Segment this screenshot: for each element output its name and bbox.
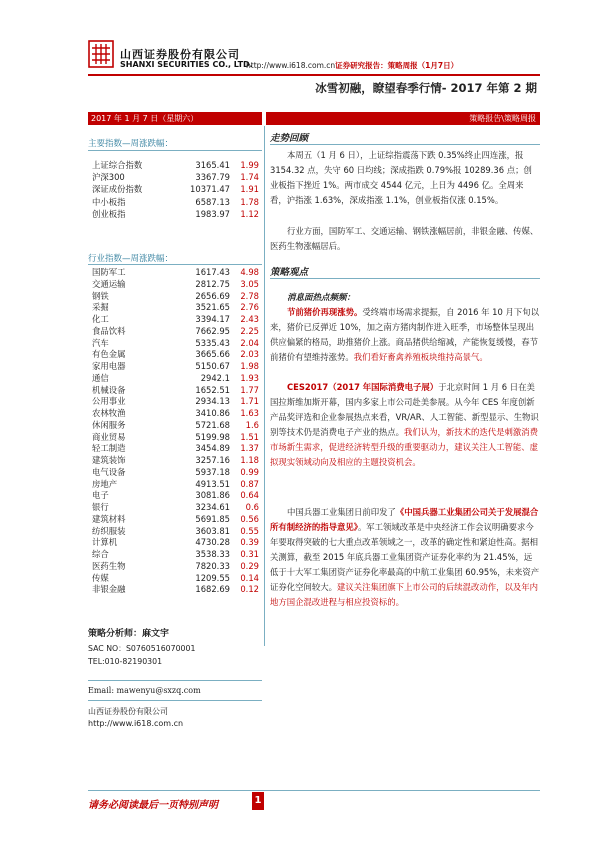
table-row xyxy=(88,573,262,585)
company-url-link[interactable]: http://www.i618.com.cn xyxy=(88,719,184,728)
military-tail: 建议关注集团旗下上市公司的后续混改动作，以及年内地方国企混改进程与相应投资标的。 xyxy=(270,582,538,607)
row-value: 5721.68 xyxy=(195,419,230,430)
row-change: 2.03 xyxy=(240,349,259,360)
table-row xyxy=(88,443,262,455)
row-value: 4730.28 xyxy=(195,537,230,548)
table-row xyxy=(88,537,262,549)
row-change: 1.71 xyxy=(240,396,259,407)
header-divider xyxy=(88,74,540,76)
row-value: 3665.66 xyxy=(195,349,230,360)
table-row xyxy=(88,314,262,326)
phone: TEL:010-82190301 xyxy=(88,657,163,666)
row-value: 3165.41 xyxy=(195,160,230,170)
row-change: 1.93 xyxy=(240,372,259,383)
row-name: 电气设备 xyxy=(92,466,126,477)
date-banner: 2017 年 1 月 7 日（星期六） xyxy=(88,112,262,125)
row-name: 深证成份指数 xyxy=(92,184,143,195)
table-row xyxy=(88,455,262,467)
row-name: 化工 xyxy=(92,314,109,324)
row-change: 1.37 xyxy=(240,443,259,454)
row-value: 1682.69 xyxy=(195,584,230,595)
row-value: 3603.81 xyxy=(195,525,230,536)
row-value: 5691.85 xyxy=(195,513,230,524)
industry-table xyxy=(88,264,262,594)
row-name: 综合 xyxy=(92,549,109,559)
report-label: 证券研究报告： xyxy=(335,61,388,70)
row-name: 建筑装饰 xyxy=(92,455,126,465)
row-name: 钢铁 xyxy=(92,290,109,301)
row-value: 3538.33 xyxy=(195,549,230,559)
table-row xyxy=(88,279,262,291)
report-type: 策略周报（1月7日） xyxy=(387,61,459,70)
row-name: 采掘 xyxy=(92,302,109,313)
table-row xyxy=(88,526,262,538)
table-row xyxy=(88,420,262,432)
row-name: 国防军工 xyxy=(92,267,126,277)
table-row xyxy=(88,396,262,408)
row-value: 1617.43 xyxy=(195,267,230,277)
company-footer-name: 山西证券股份有限公司 xyxy=(88,707,168,716)
row-value: 5199.98 xyxy=(195,431,230,442)
table-row xyxy=(88,197,262,209)
table-row xyxy=(88,361,262,373)
row-value: 5937.18 xyxy=(195,466,230,477)
table-row xyxy=(88,584,262,596)
divider xyxy=(88,680,262,681)
row-change: 1.98 xyxy=(240,361,259,371)
row-value: 3257.16 xyxy=(195,455,230,465)
row-change: 1.12 xyxy=(240,208,259,219)
row-value: 2942.1 xyxy=(200,372,230,383)
row-name: 有色金属 xyxy=(92,349,126,360)
table-row xyxy=(88,209,262,221)
row-change: 1.51 xyxy=(240,431,259,442)
row-change: 1.77 xyxy=(240,384,259,395)
row-change: 4.98 xyxy=(240,267,259,277)
ces-body: 于北京时间 1 月 6 日在美国拉斯维加斯开幕，国内多家上市公司赴美参展。从今年 CES 年度创新产品奖评选和企业参展热点来看，VR/AR、人工智能、新型显示、生物识别等技术仍是消费电子产业的热点。 xyxy=(270,382,539,437)
row-value: 6587.13 xyxy=(195,196,230,207)
footer-divider xyxy=(88,790,540,791)
row-change: 0.64 xyxy=(240,490,259,501)
row-change: 2.43 xyxy=(240,314,259,324)
row-value: 5150.67 xyxy=(195,361,230,371)
row-value: 3081.86 xyxy=(195,490,230,501)
table-row xyxy=(88,349,262,361)
paragraph-pork xyxy=(270,305,540,365)
row-name: 沪深300 xyxy=(92,172,125,183)
table-row xyxy=(88,549,262,561)
pork-body: 受终端市场需求提振，自 2016 年 10 月下旬以来，猪价已反弹近 10%，加之南方猪肉制作进入旺季，市场整体呈现出供应偏紧的格局，助推猪价上涨。商品猪供给缩减，产能恢复缓慢，春节前猪价有望维持涨势。 xyxy=(270,307,539,362)
row-value: 2812.75 xyxy=(195,278,230,289)
row-value: 4913.51 xyxy=(195,478,230,489)
row-value: 2656.69 xyxy=(195,290,230,301)
row-change: 0.6 xyxy=(245,502,259,512)
row-name: 机械设备 xyxy=(92,384,126,395)
sac-number: SAC NO：S0760516070001 xyxy=(88,644,196,653)
row-change: 1.63 xyxy=(240,408,259,418)
index-table xyxy=(88,160,262,220)
row-change: 1.74 xyxy=(240,172,259,183)
table-row xyxy=(88,502,262,514)
row-name: 传媒 xyxy=(92,572,109,583)
row-name: 创业板指 xyxy=(92,208,126,219)
header-meta xyxy=(246,60,458,71)
row-change: 1.6 xyxy=(245,419,259,430)
row-name: 轻工制造 xyxy=(92,443,126,454)
row-change: 0.55 xyxy=(240,525,259,536)
category-banner: 策略报告\策略周报 xyxy=(266,112,540,125)
military-body: 。军工领域改革是中央经济工作会议明确要求今年要取得突破的七大重点改革领域之一，改革的确定性和紧迫性高。据相关测算，截至 2015 年底兵器工业集团资产证券化率约为 21.45%，远低于十大军工集团资产证券化率最高的中航工业集团 60.95%，未来资产证券化空间较大。 xyxy=(270,522,540,592)
row-value: 7662.95 xyxy=(195,325,230,336)
table-row xyxy=(88,291,262,303)
row-name: 上证综合指数 xyxy=(92,160,143,170)
index-section-head: 主要指数—周涨跌幅： xyxy=(88,139,174,149)
review-paragraph-1: 本周五（1 月 6 日），上证综指震荡下跌 0.35%终止四连涨，报 3154.32 点，失守 60 日均线；深成指跌 0.79%报 10289.36 点；创业板指下挫近 1%。两市成交 4544 亿元，上日为 4496 亿。全周来看，沪指涨 1.63%，深成指涨 1.1%，创业板指仅涨 0.15%。 xyxy=(270,150,532,205)
page-title: 冰雪初融，瞭望春季行情- 2017 年第 2 期 xyxy=(315,81,537,95)
divider xyxy=(270,278,540,279)
company-logo-icon xyxy=(88,40,114,68)
row-name: 商业贸易 xyxy=(92,431,126,442)
row-name: 休闲服务 xyxy=(92,419,126,430)
view-heading: 策略观点 xyxy=(270,267,309,278)
row-value: 3410.86 xyxy=(195,408,230,418)
row-name: 公用事业 xyxy=(92,396,126,407)
row-value: 5335.43 xyxy=(195,337,230,348)
divider xyxy=(270,144,540,145)
military-lead: 《中国兵器工业集团公司关于发展混合所有制经济的指导意见》 xyxy=(270,507,539,532)
row-value: 1209.55 xyxy=(195,572,230,583)
email-link[interactable]: Email: mawenyu@sxzq.com xyxy=(88,686,201,695)
row-change: 1.18 xyxy=(240,455,259,465)
analyst-name: 策略分析师：麻文宇 xyxy=(88,629,170,639)
row-change: 1.78 xyxy=(240,196,259,207)
row-change: 3.05 xyxy=(240,278,259,289)
row-name: 通信 xyxy=(92,372,109,383)
row-name: 计算机 xyxy=(92,537,118,548)
row-name: 建筑材料 xyxy=(92,513,126,524)
row-change: 2.78 xyxy=(240,290,259,301)
row-value: 3454.89 xyxy=(195,443,230,454)
industry-section-head: 行业指数—周涨跌幅： xyxy=(88,254,174,264)
table-row xyxy=(88,432,262,444)
table-row xyxy=(88,385,262,397)
row-name: 食品饮料 xyxy=(92,325,126,336)
row-change: 2.25 xyxy=(240,325,259,336)
page-number: 1 xyxy=(252,792,264,810)
row-value: 3367.79 xyxy=(195,172,230,183)
pork-lead: 节前猪价再现涨势。 xyxy=(287,307,363,317)
row-value: 1983.97 xyxy=(195,208,230,219)
column-divider xyxy=(264,126,265,646)
row-change: 0.39 xyxy=(240,537,259,548)
row-name: 医药生物 xyxy=(92,560,126,571)
company-name-en: SHANXI SECURITIES CO., LTD. xyxy=(120,60,253,69)
review-heading: 走势回顾 xyxy=(270,133,309,144)
table-row xyxy=(88,467,262,479)
row-name: 中小板指 xyxy=(92,196,126,207)
divider xyxy=(88,150,262,151)
row-value: 3521.65 xyxy=(195,302,230,313)
row-change: 2.76 xyxy=(240,302,259,313)
paragraph-military xyxy=(270,505,540,610)
table-row xyxy=(88,302,262,314)
disclaimer-notice: 请务必阅读最后一页特别声明 xyxy=(88,800,218,811)
row-value: 2934.13 xyxy=(195,396,230,407)
table-row xyxy=(88,326,262,338)
paragraph-ces xyxy=(270,380,540,470)
row-name: 交通运输 xyxy=(92,278,126,289)
header-url[interactable]: http://www.i618.com.cn xyxy=(246,61,336,70)
row-change: 0.87 xyxy=(240,478,259,489)
row-change: 0.14 xyxy=(240,572,259,583)
table-row xyxy=(88,160,262,172)
news-heading: 消息面热点频频： xyxy=(287,293,356,303)
row-name: 汽车 xyxy=(92,337,109,348)
row-change: 0.56 xyxy=(240,513,259,524)
row-name: 家用电器 xyxy=(92,361,126,371)
row-name: 纺织服装 xyxy=(92,525,126,536)
table-row xyxy=(88,172,262,184)
row-name: 房地产 xyxy=(92,478,118,489)
company-name-cn: 山西证券股份有限公司 xyxy=(120,48,240,61)
row-name: 非银金融 xyxy=(92,584,126,595)
table-row xyxy=(88,479,262,491)
row-value: 3394.17 xyxy=(195,314,230,324)
table-row xyxy=(88,408,262,420)
row-value: 3234.61 xyxy=(195,502,230,512)
row-change: 1.91 xyxy=(240,184,259,195)
divider xyxy=(88,700,262,701)
table-row xyxy=(88,561,262,573)
row-change: 0.12 xyxy=(240,584,259,595)
row-change: 0.31 xyxy=(240,549,259,559)
ces-tail: 我们认为，新技术的迭代是刺激消费市场新生需求，促进经济转型升级的重要驱动力，建议关注人工智能、虚拟现实领域动向及相应的主题投资机会。 xyxy=(270,427,538,467)
table-row xyxy=(88,267,262,279)
row-name: 农林牧渔 xyxy=(92,408,126,418)
row-name: 电子 xyxy=(92,490,109,501)
table-row xyxy=(88,338,262,350)
military-pre: 中国兵器工业集团日前印发了 xyxy=(287,507,396,517)
row-change: 1.99 xyxy=(240,160,259,170)
row-change: 2.04 xyxy=(240,337,259,348)
table-row xyxy=(88,514,262,526)
row-change: 0.99 xyxy=(240,466,259,477)
row-value: 7820.33 xyxy=(195,560,230,571)
row-value: 1652.51 xyxy=(195,384,230,395)
pork-tail: 我们看好畜禽养殖板块维持高景气。 xyxy=(353,352,488,362)
row-change: 0.29 xyxy=(240,560,259,571)
table-row xyxy=(88,373,262,385)
row-name: 银行 xyxy=(92,502,109,512)
table-row xyxy=(88,184,262,196)
row-value: 10371.47 xyxy=(190,184,230,195)
review-paragraph-2: 行业方面，国防军工、交通运输、钢铁涨幅居前，非银金融、传媒、医药生物涨幅居后。 xyxy=(270,226,539,251)
ces-lead: CES2017（2017 年国际消费电子展） xyxy=(287,382,439,392)
table-row xyxy=(88,490,262,502)
